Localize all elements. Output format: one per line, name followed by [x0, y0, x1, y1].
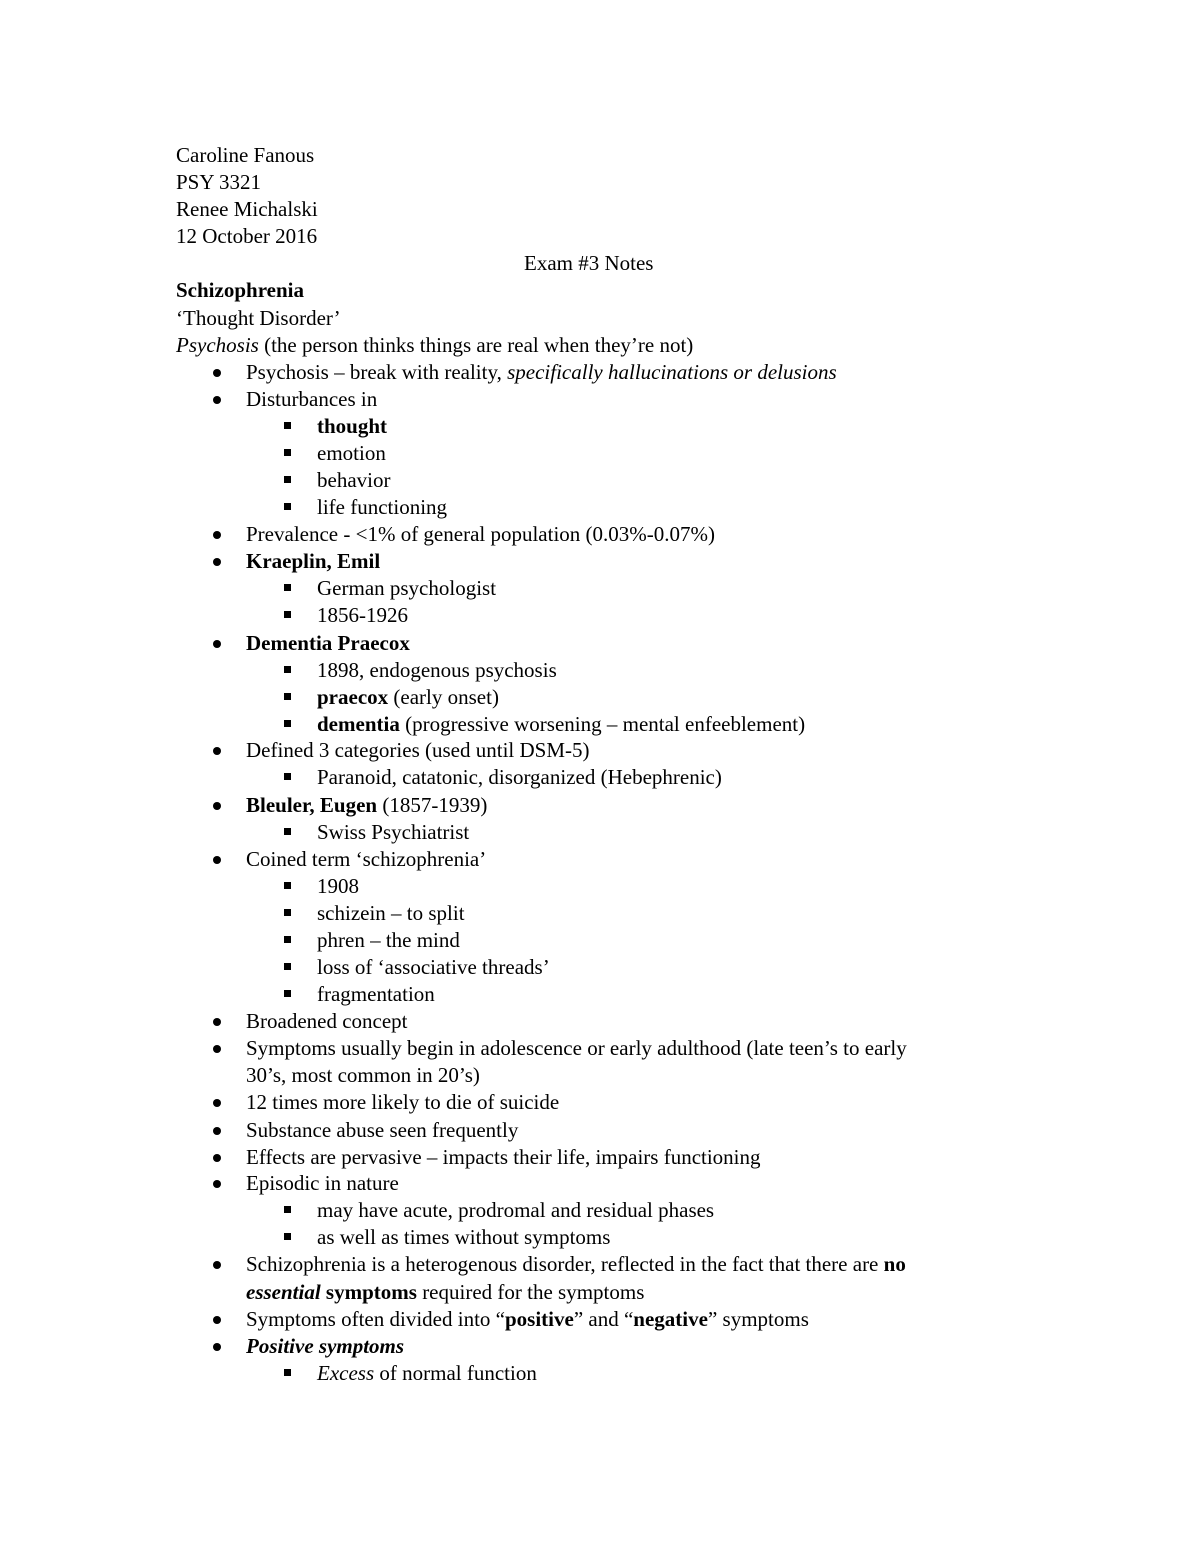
bullet-square-icon: [284, 936, 291, 943]
list-item-text: [246, 792, 487, 819]
list-item-text: Coined term ‘schizophrenia’: [246, 847, 487, 871]
bullet-square-icon: [284, 1233, 291, 1240]
list-item-text: Dementia Praecox: [246, 631, 410, 655]
sub-list-item-text: German psychologist: [317, 576, 497, 600]
item-text-bold-italic: essential: [246, 1280, 321, 1304]
bullet-square-icon: [284, 611, 291, 618]
bullet-square-icon: [284, 828, 291, 835]
sub-list-item-text: thought: [317, 414, 388, 438]
list-item-text: Symptoms usually begin in adolescence or early adulthood (late teen’s to early: [246, 1036, 907, 1060]
bullet-square-icon: [284, 773, 291, 780]
sub-list-item-text: [317, 711, 805, 738]
list-item-text: [246, 1306, 809, 1333]
list-item-text: Kraeplin, Emil: [246, 549, 381, 573]
sub-list-item-text: life functioning: [317, 495, 448, 519]
bullet-dot-icon: [213, 1127, 221, 1135]
bullet-dot-icon: [213, 1154, 221, 1162]
course-code: PSY 3321: [176, 170, 261, 194]
bullet-dot-icon: [213, 856, 221, 864]
item-text-part: ” symptoms: [707, 1307, 809, 1331]
bullet-dot-icon: [213, 531, 221, 539]
bullet-square-icon: [284, 720, 291, 727]
list-item-text: Broadened concept: [246, 1009, 408, 1033]
section-heading: Schizophrenia: [176, 278, 304, 302]
list-item-text: Prevalence - <1% of general population (0.03%-0.07%): [246, 522, 716, 546]
sub-list-item-text: loss of ‘associative threads’: [317, 955, 550, 979]
list-item-text: Positive symptoms: [246, 1334, 405, 1358]
list-item-text: Defined 3 categories (used until DSM-5): [246, 738, 590, 762]
term-bold: Bleuler, Eugen: [246, 793, 378, 817]
list-item-text: [246, 359, 837, 386]
item-text-bold: no: [883, 1252, 906, 1276]
term-definition: (progressive worsening – mental enfeeblement): [399, 712, 806, 736]
document-date: 12 October 2016: [176, 224, 318, 248]
list-item-text: [246, 1279, 644, 1306]
item-text-bold: positive: [504, 1307, 574, 1331]
bullet-dot-icon: [213, 396, 221, 404]
term-years: (1857-1939): [377, 793, 488, 817]
bullet-square-icon: [284, 1206, 291, 1213]
bullet-dot-icon: [213, 369, 221, 377]
psychosis-def-text: (the person thinks things are real when they’re not): [258, 333, 694, 357]
item-text-part: of normal function: [374, 1361, 537, 1385]
document-title: Exam #3 Notes: [524, 251, 654, 275]
bullet-square-icon: [284, 990, 291, 997]
sub-list-item-text: 1856-1926: [317, 603, 408, 627]
instructor-name: Renee Michalski: [176, 197, 318, 221]
sub-list-item-text: as well as times without symptoms: [317, 1225, 611, 1249]
bullet-dot-icon: [213, 1180, 221, 1188]
bullet-square-icon: [284, 584, 291, 591]
bullet-dot-icon: [213, 640, 221, 648]
list-item-text: Effects are pervasive – impacts their life, impairs functioning: [246, 1145, 761, 1169]
sub-list-item-text: [317, 1360, 537, 1387]
bullet-dot-icon: [213, 1018, 221, 1026]
item-text-bold: symptoms: [320, 1280, 417, 1304]
bullet-square-icon: [284, 882, 291, 889]
term-bold: praecox: [317, 685, 389, 709]
list-item-text: 12 times more likely to die of suicide: [246, 1090, 560, 1114]
bullet-dot-icon: [213, 1045, 221, 1053]
bullet-square-icon: [284, 1369, 291, 1376]
psychosis-term: Psychosis: [176, 333, 259, 357]
bullet-dot-icon: [213, 1316, 221, 1324]
author-name: Caroline Fanous: [176, 143, 315, 167]
bullet-square-icon: [284, 422, 291, 429]
sub-list-item-text: Swiss Psychiatrist: [317, 820, 470, 844]
list-item-text: [246, 1251, 906, 1278]
sub-list-item-text: emotion: [317, 441, 386, 465]
sub-list-item-text: phren – the mind: [317, 928, 460, 952]
list-item-text: Disturbances in: [246, 387, 378, 411]
item-text-bold: negative: [633, 1307, 708, 1331]
sub-list-item-text: fragmentation: [317, 982, 435, 1006]
section-subtitle: ‘Thought Disorder’: [176, 306, 341, 330]
bullet-dot-icon: [213, 1343, 221, 1351]
bullet-dot-icon: [213, 558, 221, 566]
bullet-square-icon: [284, 666, 291, 673]
bullet-dot-icon: [213, 1099, 221, 1107]
bullet-square-icon: [284, 909, 291, 916]
list-item-text: Substance abuse seen frequently: [246, 1118, 519, 1142]
sub-list-item-text: behavior: [317, 468, 391, 492]
bullet-dot-icon: [213, 747, 221, 755]
bullet-dot-icon: [213, 1261, 221, 1269]
item-text-part: Symptoms often divided into “: [246, 1307, 505, 1331]
term-definition: (early onset): [388, 685, 499, 709]
term-bold: dementia: [317, 712, 400, 736]
sub-list-item-text: Paranoid, catatonic, disorganized (Hebephrenic): [317, 765, 722, 789]
item-text-part: Schizophrenia is a heterogenous disorder, reflected in the fact that there are: [246, 1252, 884, 1276]
list-item-text: Episodic in nature: [246, 1171, 399, 1195]
sub-list-item-text: [317, 684, 499, 711]
psychosis-definition: [176, 332, 693, 359]
item-text-italic: Excess: [317, 1361, 375, 1385]
item-text-italic: specifically hallucinations or delusions: [507, 360, 837, 384]
item-text-part: ” and “: [573, 1307, 634, 1331]
sub-list-item-text: may have acute, prodromal and residual phases: [317, 1198, 715, 1222]
sub-list-item-text: 1908: [317, 874, 359, 898]
sub-list-item-text: schizein – to split: [317, 901, 465, 925]
bullet-square-icon: [284, 476, 291, 483]
bullet-square-icon: [284, 693, 291, 700]
item-text-part: Psychosis – break with reality,: [246, 360, 508, 384]
bullet-dot-icon: [213, 802, 221, 810]
bullet-square-icon: [284, 963, 291, 970]
bullet-square-icon: [284, 503, 291, 510]
sub-list-item-text: 1898, endogenous psychosis: [317, 658, 557, 682]
bullet-square-icon: [284, 449, 291, 456]
item-text-part: required for the symptoms: [416, 1280, 645, 1304]
list-item-text: 30’s, most common in 20’s): [246, 1063, 480, 1087]
